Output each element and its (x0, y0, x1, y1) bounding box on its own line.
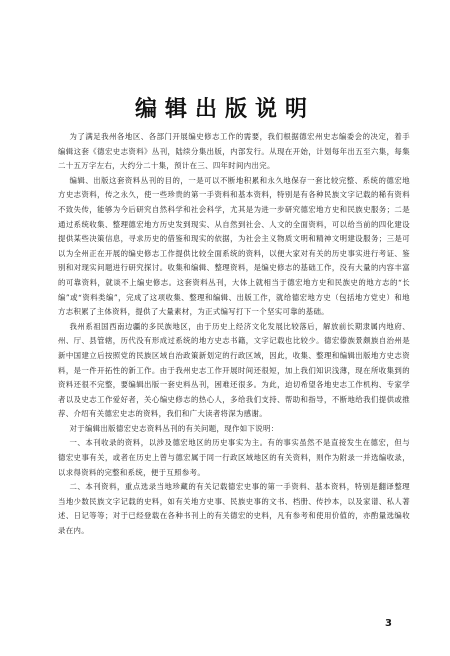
paragraph-notes-intro: 对于编辑出版德宏史志资料丛刊的有关问题，现作如下说明： (69, 423, 279, 433)
paragraph-goals: 编辑、出版这套资料丛刊的目的，一是可以不断地积累和永久地保存一套比较完整、系统的德宏地方史志资料，传之永久，使一些珍贵的第一手资料和基本资料，特别是有各种民族文字记载的稀有资料不致失传，能够为今后研究自然科学和社会科学，尤其是为进一步研究德宏地方史和民族史服务；二是通过系统收集、整理德宏地方历史发到现实、从自然到社会、人文的全面资料，可以给当前的四化建设提供某些决策信息，寻求历史的借鉴和现实的依据，为社会主义物质文明和精神文明建设服务；三是可以为全州正在开展的编史修志工作提供比较全面系统的资料，以便大家对有关的历史事实进行考证、鉴别和对现实问题进行研究探讨。收集和编辑、整理资料，是编史修志的基础工作，没有大量的内容丰富的可靠资料，就谈不上编史修志。这套资料丛刊，大体上就相当于德宏地方史和民族史的地方志的“长编”或“资料类编”，完成了这项收集、整理和编辑、出版工作，就给德宏地方史（包括地方党史）和地方志积累了主体资料，提供了大量素材，为正式编写打下一个坚实可靠的基础。 (58, 175, 410, 317)
list-item: 二、本刊资料，重点选录当地珍藏的有关记载德宏史事的第一手资料、基本资料，特别是翻译整理当地少数民族文字记载的史料，如有关地方史事、民族史事的文书、档册、传抄本，以及家谱、私人著述、日记等等；对于已经登载在各种书刊上的有关德宏的史料，凡有参考和使用价值的，亦酌量选编收录在内。 (58, 482, 410, 536)
list-item: 一、本刊收录的资料，以涉及德宏地区的历史事实为主。有的事实虽然不是直接发生在德宏，但与德宏史事有关，或者在历史上曾与德宏属于同一行政区域地区的有关资料，则作为附录一并选编收录，以求得资料的完整和系统，便于互照参考。 (58, 438, 410, 477)
body-text (58, 130, 410, 539)
page-title: 编辑出版说明 (134, 96, 315, 122)
paragraph-purpose: 为了满足我州各地区、各部门开展编史修志工作的需要，我们根据德宏州史志编委会的决定，着手编辑这套《德宏史志资料》丛刊，陆续分集出版，内部发行。从现在开始，计划每年出五至六集，每集二十五万字左右，大约分二十集，预计在三、四年时间内出完。 (58, 132, 410, 171)
paragraph-background: 我州系祖国西南边疆的多民族地区，由于历史上经济文化发展比较落后，解放前长期隶属内地府、州、厅、县管辖，历代没有形成过系统的地方史志书籍，文字记载也比较少。德宏傣族景颇族自治州是新中国建立后按照党的民族区域自治政策新划定的行政区域，因此，收集、整理和编辑出版地方史志资料，是一件开拓性的新工作。由于我州史志工作开展时间还很短，加上我们知识浅薄，现在所收集到的资料还很不完整，要编辑出版一套史料丛刊，困难还很多。为此，迫切希望各地史志工作机构、专家学者以及史志工作爱好者，关心编史修志的热心人，多给我们支持、帮助和指导，不断地给我们提供或推荐、介绍有关德宏史志的资料，我们和广大读者将深为感谢。 (58, 321, 410, 419)
page-number: 3 (385, 618, 392, 629)
